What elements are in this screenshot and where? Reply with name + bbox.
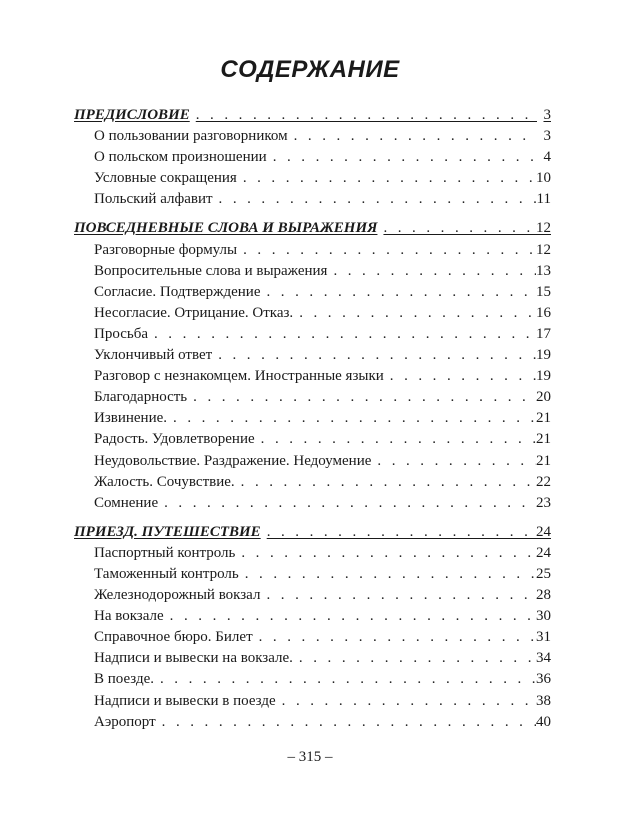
toc-entry-label: Извинение. xyxy=(94,410,168,427)
table-of-contents xyxy=(74,105,551,741)
toc-page-number: 24 xyxy=(536,523,551,540)
toc-entry-label: Надписи и вывески на вокзале. xyxy=(94,650,293,667)
toc-page-number: 31 xyxy=(536,629,551,646)
toc-page-number: 30 xyxy=(536,608,551,625)
toc-section-heading[interactable] xyxy=(74,218,551,239)
toc-entry[interactable] xyxy=(74,324,551,345)
toc-page-number: 12 xyxy=(536,241,551,258)
toc-page-number: 34 xyxy=(536,650,551,667)
toc-page-number: 28 xyxy=(536,587,551,604)
toc-entry[interactable] xyxy=(74,429,551,450)
toc-entry[interactable] xyxy=(74,648,551,669)
toc-page-number: 24 xyxy=(536,544,551,561)
toc-page-number: 3 xyxy=(543,128,551,145)
dot-leader xyxy=(213,189,537,210)
toc-page-number: 36 xyxy=(536,671,551,688)
toc-entry-label: Согласие. Подтверждение xyxy=(94,283,261,300)
toc-page-number: 4 xyxy=(543,149,551,166)
toc-page-number: 20 xyxy=(536,389,551,406)
toc-entry[interactable] xyxy=(74,691,551,712)
toc-entry-label: Железнодорожный вокзал xyxy=(94,587,261,604)
toc-entry[interactable] xyxy=(74,189,551,210)
toc-page-number: 19 xyxy=(536,368,551,385)
dot-leader xyxy=(371,451,536,472)
toc-entry-label: Неудовольствие. Раздражение. Недоумение xyxy=(94,452,372,469)
toc-entry[interactable] xyxy=(74,366,551,387)
toc-entry[interactable] xyxy=(74,712,551,733)
toc-entry-label: Благодарность xyxy=(94,389,188,406)
toc-entry-label: На вокзале xyxy=(94,608,164,625)
toc-heading-label: ПРИЕЗД. ПУТЕШЕСТВИЕ xyxy=(74,523,261,540)
page-number-footer: – 315 – xyxy=(287,749,333,765)
toc-entry[interactable] xyxy=(74,564,551,585)
toc-entry-label: Разговор с незнакомцем. Иностранные языки xyxy=(94,368,384,385)
toc-entry[interactable] xyxy=(74,669,551,690)
dot-leader xyxy=(237,240,536,261)
toc-entry-label: Радость. Удовлетворение xyxy=(94,431,255,448)
toc-page-number: 19 xyxy=(536,347,551,364)
toc-heading-label: ПОВСЕДНЕВНЫЕ СЛОВА И ВЫРАЖЕНИЯ xyxy=(74,220,378,237)
page-title: СОДЕРЖАНИЕ xyxy=(220,56,400,83)
toc-page-number: 16 xyxy=(536,304,551,321)
toc-section xyxy=(74,218,551,513)
dot-leader xyxy=(167,408,536,429)
toc-page-number: 3 xyxy=(543,107,551,123)
dot-leader xyxy=(293,303,536,324)
toc-entry-label: Вопросительные слова и выражения xyxy=(94,262,328,279)
toc-entry-label: Польский алфавит xyxy=(94,191,213,208)
toc-section-heading[interactable] xyxy=(74,522,551,543)
toc-entry-label: Уклончивый ответ xyxy=(94,347,213,364)
dot-leader xyxy=(384,366,536,387)
dot-leader xyxy=(212,345,536,366)
dot-leader xyxy=(156,712,536,733)
dot-leader xyxy=(267,147,537,168)
dot-leader xyxy=(154,669,536,690)
toc-entry[interactable] xyxy=(74,345,551,366)
toc-page-number: 21 xyxy=(536,431,551,448)
toc-entry[interactable] xyxy=(74,627,551,648)
toc-page-number: 12 xyxy=(536,220,551,237)
dot-leader xyxy=(260,585,536,606)
toc-entry-label: Просьба xyxy=(94,325,148,342)
toc-entry[interactable] xyxy=(74,606,551,627)
dot-leader xyxy=(261,282,537,303)
toc-entry[interactable] xyxy=(74,126,551,147)
dot-leader xyxy=(239,564,536,585)
toc-entry[interactable] xyxy=(74,543,551,564)
dot-leader xyxy=(327,261,536,282)
toc-page-number: 13 xyxy=(536,262,551,279)
toc-entry[interactable] xyxy=(74,261,551,282)
dot-leader xyxy=(187,387,536,408)
toc-page-number: 23 xyxy=(536,494,551,511)
toc-entry-label: Разговорные формулы xyxy=(94,241,238,258)
toc-section xyxy=(74,522,551,733)
dot-leader xyxy=(190,105,537,126)
toc-entry-label: Сомнение xyxy=(94,494,159,511)
toc-entry-label: В поезде. xyxy=(94,671,154,688)
dot-leader xyxy=(261,522,536,543)
dot-leader xyxy=(235,472,536,493)
toc-entry[interactable] xyxy=(74,168,551,189)
toc-entry[interactable] xyxy=(74,147,551,168)
toc-page-number: 17 xyxy=(536,325,551,342)
toc-page-number: 10 xyxy=(536,170,551,187)
dot-leader xyxy=(237,168,536,189)
dot-leader xyxy=(288,126,537,147)
toc-section xyxy=(74,105,551,210)
dot-leader xyxy=(158,493,536,514)
toc-page-number: 22 xyxy=(536,473,551,490)
toc-entry-label: Паспортный контроль xyxy=(94,544,236,561)
toc-page-number: 21 xyxy=(536,452,551,469)
toc-entry-label: О пользовании разговорником xyxy=(94,128,288,145)
toc-page-number: 11 xyxy=(536,191,551,208)
toc-entry-label: Справочное бюро. Билет xyxy=(94,629,253,646)
dot-leader xyxy=(293,648,536,669)
dot-leader xyxy=(276,691,536,712)
toc-page-number: 40 xyxy=(536,713,551,730)
toc-entry[interactable] xyxy=(74,472,551,493)
dot-leader xyxy=(235,543,536,564)
toc-page-number: 21 xyxy=(536,410,551,427)
dot-leader xyxy=(253,627,536,648)
toc-heading-label: ПРЕДИСЛОВИЕ xyxy=(74,107,190,123)
toc-entry-label: Аэропорт xyxy=(94,713,156,730)
toc-page-number: 25 xyxy=(536,565,551,582)
toc-entry-label: Несогласие. Отрицание. Отказ. xyxy=(94,304,294,321)
toc-entry[interactable] xyxy=(74,493,551,514)
dot-leader xyxy=(148,324,536,345)
dot-leader xyxy=(377,218,536,239)
toc-entry[interactable] xyxy=(74,585,551,606)
toc-entry[interactable] xyxy=(74,408,551,429)
dot-leader xyxy=(164,606,536,627)
toc-entry-label: Жалость. Сочувствие. xyxy=(94,473,235,490)
toc-entry[interactable] xyxy=(74,451,551,472)
toc-entry[interactable] xyxy=(74,387,551,408)
dot-leader xyxy=(255,429,536,450)
toc-entry[interactable] xyxy=(74,303,551,324)
toc-entry-label: Надписи и вывески в поезде xyxy=(94,692,276,709)
toc-entry[interactable] xyxy=(74,282,551,303)
toc-entry-label: Таможенный контроль xyxy=(94,565,239,582)
toc-entry-label: Условные сокращения xyxy=(94,170,237,187)
toc-entry[interactable] xyxy=(74,240,551,261)
toc-page-number: 38 xyxy=(536,692,551,709)
toc-entry-label: О польском произношении xyxy=(94,149,267,166)
toc-page-number: 15 xyxy=(536,283,551,300)
toc-section-heading[interactable] xyxy=(74,105,551,126)
